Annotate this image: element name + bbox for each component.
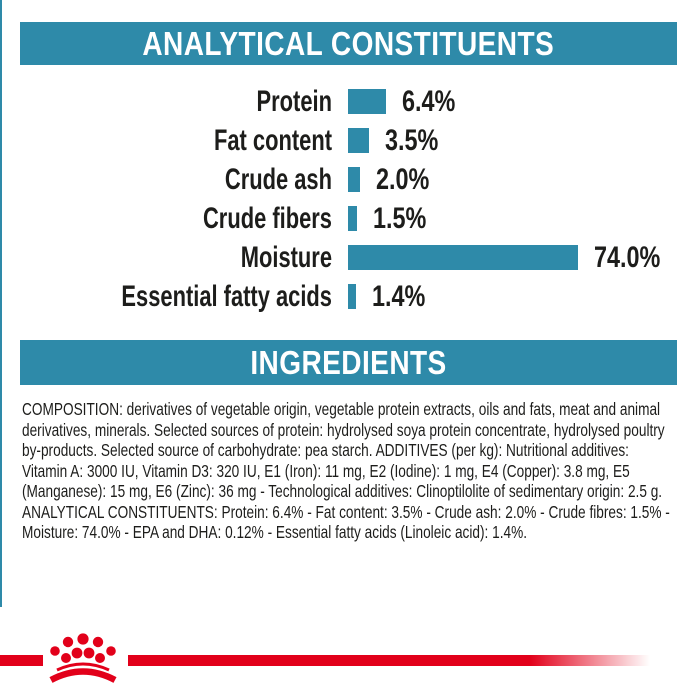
chart-row <box>0 238 700 277</box>
bar <box>348 89 386 114</box>
ingredients-banner <box>20 340 677 385</box>
analytical-constituents-banner <box>20 22 677 65</box>
brand-stripe-fading-segment <box>128 655 650 666</box>
bar-value: 1.4% <box>372 279 426 313</box>
chart-row <box>0 277 700 316</box>
composition-text: COMPOSITION: derivatives of vegetable origin, vegetable protein extracts, oils and fats, meat and animal derivatives, minerals. Selected sources of protein: hydrolysed soya protein concentrate, hydrolysed poultry by-products. Selected source of carbohydrate: pea starch. ADDITIVES (per kg): Nutritional additives: Vitamin A: 3000 IU, Vitamin D3: 320 IU, E1 (Iron): 11 mg, E2 (Iodine): 1 mg, E4 (Copper): 3.8 mg, E5 (Manganese): 15 mg, E6 (Zinc): 36 mg - Technological additives: Clinoptilolite of sedimentary origin: 2.5 g. ANALYTICAL CONSTITUENTS: Protein: 6.4% - Fat content: 3.5% - Crude ash: 2.0% - Crude fibres: 1.5% - Moisture: 74.0% - EPA and DHA: 0.12% - Essential fatty acids (Linoleic acid): 1.4%. <box>22 399 670 542</box>
brand-stripe-left-segment <box>0 655 43 666</box>
bar <box>348 245 578 270</box>
bar <box>348 284 356 309</box>
bar <box>348 167 360 192</box>
analytical-constituents-title: ANALYTICAL CONSTITUENTS <box>142 24 555 62</box>
constituents-chart <box>0 82 700 316</box>
crown-paw-logo-icon <box>44 632 122 688</box>
bar-label: Crude fibers <box>202 201 332 235</box>
bar-label: Crude ash <box>224 162 332 196</box>
bar-value: 2.0% <box>375 162 430 196</box>
chart-row <box>0 199 700 238</box>
bar-value: 1.5% <box>372 201 427 235</box>
chart-row <box>0 82 700 121</box>
ingredients-title: INGREDIENTS <box>250 343 447 381</box>
bar-value: 3.5% <box>384 123 439 157</box>
bar-label: Essential fatty acids <box>121 279 332 313</box>
bar-label: Moisture <box>240 240 332 274</box>
bar-value: 6.4% <box>401 84 456 118</box>
bar-label: Protein <box>256 84 332 118</box>
bar-label: Fat content <box>213 123 332 157</box>
bar-value: 74.0% <box>594 240 661 274</box>
chart-row <box>0 160 700 199</box>
bar <box>348 128 369 153</box>
bar <box>348 206 357 231</box>
chart-row <box>0 121 700 160</box>
